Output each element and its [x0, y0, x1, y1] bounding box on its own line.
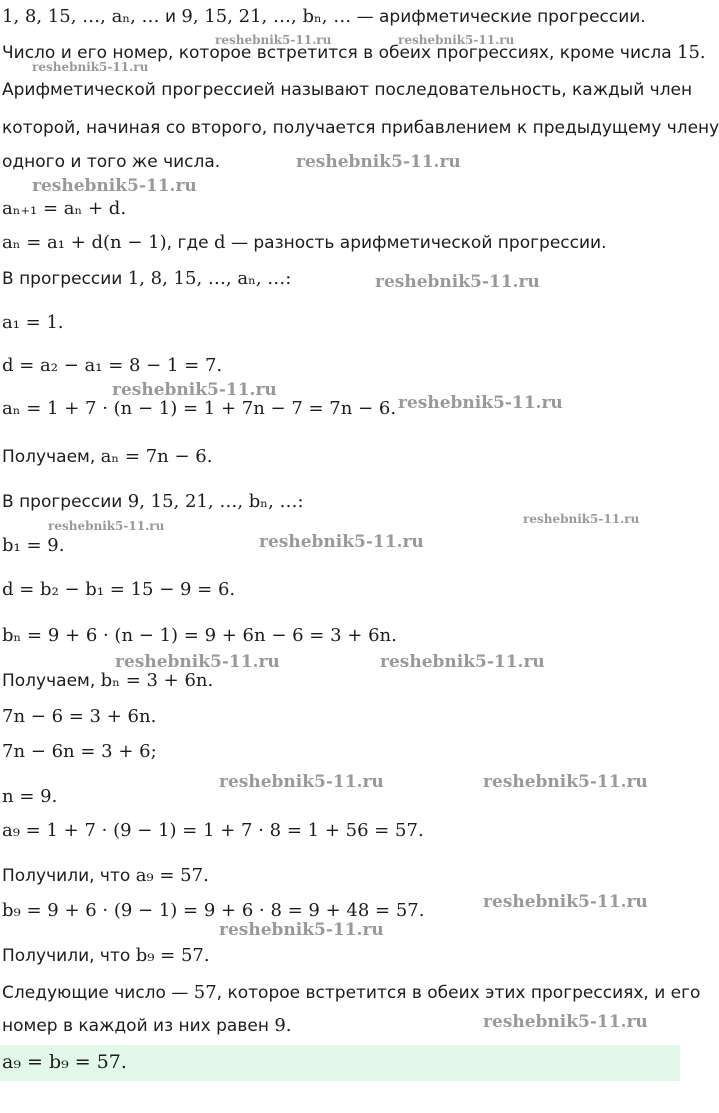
answer-formula: a₉ = b₉ = 57. [2, 1051, 127, 1073]
watermark: reshebnik5-11.ru [483, 772, 648, 792]
problem-text: Число и его номер, которое встретится в обеих прогрессиях, кроме числа [2, 43, 678, 63]
watermark: reshebnik5-11.ru [398, 393, 563, 413]
a9-equation: a₉ = 1 + 7 · (9 − 1) = 1 + 7 · 8 = 1 + 56 = 57. [2, 820, 424, 841]
definition-line-1: Арифметической прогрессией называют последовательность, каждый член [2, 80, 693, 100]
problem-number: 15. [677, 42, 706, 63]
d-symbol: d [214, 232, 226, 253]
d-a-equation: d = a₂ − a₁ = 8 − 1 = 7. [2, 355, 223, 376]
conjunction: и [159, 7, 182, 27]
formula-suffix: , где [166, 233, 215, 253]
formula-description: — разность арифметической прогрессии. [225, 233, 607, 253]
conclusion-line-1 [2, 982, 700, 1003]
prog-a-intro [2, 268, 291, 289]
conclusion-text: номер в каждой из них равен [2, 1016, 275, 1036]
prog-b-result [2, 670, 213, 691]
progression-a: 1, 8, 15, …, aₙ, … [2, 6, 160, 27]
conclusion-number: 57 [193, 982, 217, 1003]
watermark: reshebnik5-11.ru [219, 772, 384, 792]
recurrence-formula: aₙ₊₁ = aₙ + d. [2, 198, 127, 219]
intro-text: В прогрессии [2, 269, 128, 289]
watermark: reshebnik5-11.ru [32, 176, 197, 196]
problem-line-1 [2, 6, 646, 27]
problem-tail: — арифметические прогрессии. [351, 7, 646, 27]
watermark: reshebnik5-11.ru [215, 33, 332, 47]
b1-equation: b₁ = 9. [2, 535, 65, 556]
watermark: reshebnik5-11.ru [48, 519, 165, 533]
watermark: reshebnik5-11.ru [380, 652, 545, 672]
watermark: reshebnik5-11.ru [219, 920, 384, 940]
result-math: bₙ = 3 + 6n. [100, 670, 214, 691]
result-text: Получили, что [2, 866, 136, 886]
general-formula: aₙ = a₁ + d(n − 1) [2, 232, 167, 253]
conclusion-line-2 [2, 1015, 292, 1036]
result-math: b₉ = 57. [135, 945, 210, 966]
result-text: Получили, что [2, 946, 136, 966]
bn-equation: bₙ = 9 + 6 · (n − 1) = 9 + 6n − 6 = 3 + 6n. [2, 625, 397, 646]
conclusion-text: Следующие число — [2, 983, 194, 1003]
equation-1: 7n − 6 = 3 + 6n. [2, 706, 157, 727]
result-math: aₙ = 7n − 6. [100, 446, 213, 467]
result-text: Получаем, [2, 671, 101, 691]
prog-a-result [2, 446, 212, 467]
watermark: reshebnik5-11.ru [398, 33, 515, 47]
intro-text: В прогрессии [2, 492, 128, 512]
intro-math: 1, 8, 15, …, aₙ, …: [127, 268, 292, 289]
watermark: reshebnik5-11.ru [523, 512, 640, 526]
progression-b: 9, 15, 21, …, bₙ, … [181, 6, 352, 27]
watermark: reshebnik5-11.ru [375, 272, 540, 292]
result-text: Получаем, [2, 447, 101, 467]
equation-3: n = 9. [2, 786, 58, 807]
d-b-equation: d = b₂ − b₁ = 15 − 9 = 6. [2, 579, 236, 600]
conclusion-text-2: , которое встретится в обеих этих прогрессиях, и его [216, 983, 701, 1003]
b9-result [2, 945, 210, 966]
watermark: reshebnik5-11.ru [115, 652, 280, 672]
definition-line-2: которой, начиная со второго, получается прибавлением к предыдущему члену [2, 118, 719, 138]
watermark: reshebnik5-11.ru [259, 532, 424, 552]
intro-math: 9, 15, 21, …, bₙ, …: [127, 491, 304, 512]
watermark: reshebnik5-11.ru [112, 380, 277, 400]
b9-equation: b₉ = 9 + 6 · (9 − 1) = 9 + 6 · 8 = 9 + 48 = 57. [2, 900, 425, 921]
answer-box [0, 1045, 680, 1081]
an-equation: aₙ = 1 + 7 · (n − 1) = 1 + 7n − 7 = 7n − 6. [2, 398, 397, 419]
watermark: reshebnik5-11.ru [483, 1012, 648, 1032]
a1-equation: a₁ = 1. [2, 312, 64, 333]
definition-line-3: одного и того же числа. [2, 152, 221, 172]
watermark: reshebnik5-11.ru [32, 60, 149, 74]
a9-result [2, 865, 209, 886]
general-formula-line [2, 232, 606, 253]
result-math: a₉ = 57. [135, 865, 209, 886]
equation-2: 7n − 6n = 3 + 6; [2, 741, 157, 762]
watermark: reshebnik5-11.ru [483, 892, 648, 912]
prog-b-intro [2, 491, 304, 512]
watermark: reshebnik5-11.ru [296, 152, 461, 172]
conclusion-number: 9. [274, 1015, 292, 1036]
